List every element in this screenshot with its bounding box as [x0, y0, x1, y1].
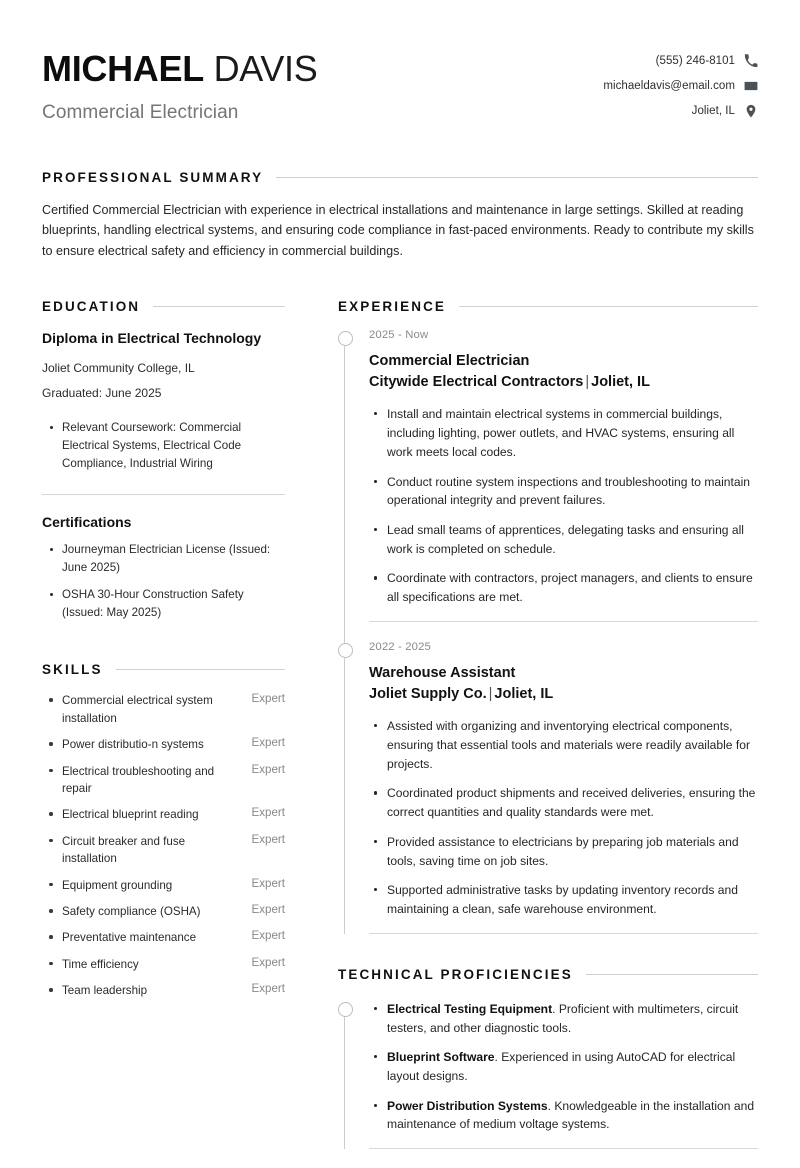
education-school: Joliet Community College, IL [42, 360, 195, 375]
skill-name: Equipment grounding [42, 877, 241, 894]
skill-level: Expert [251, 955, 285, 969]
contact-phone [656, 54, 758, 68]
heading-rule [459, 306, 758, 307]
skill-name: Commercial electrical system installation [42, 692, 241, 727]
entry-date: 2025 - Now [369, 329, 429, 342]
experience-heading-label: EXPERIENCE [338, 299, 447, 315]
technical-proficiencies-section [338, 967, 758, 1149]
entry-role: Commercial Electrician [369, 353, 530, 370]
entry-location: Joliet, IL [591, 374, 650, 391]
list-item [369, 1048, 758, 1085]
contact-location [692, 104, 758, 118]
list-item [42, 929, 285, 946]
tech-term: Electrical Testing Equipment [387, 1001, 553, 1016]
list-item: Conduct routine system inspections and troubleshooting to maintain operational integrity and prevent failures. [369, 473, 758, 510]
technical-heading [338, 967, 758, 982]
skill-level: Expert [251, 903, 285, 916]
resume-body [42, 299, 758, 1168]
entry-separator: | [585, 374, 590, 391]
phone-icon [744, 54, 758, 68]
skill-name: Power distributio-n systems [42, 736, 241, 753]
skill-name: Electrical blueprint reading [42, 806, 241, 823]
heading-rule [586, 974, 758, 975]
list-item [42, 806, 285, 823]
location-icon [744, 104, 758, 118]
skill-name: Circuit breaker and fuse installation [42, 833, 241, 868]
list-item: Journeyman Electrician License (Issued: June 2025) [42, 541, 285, 577]
entry-separator: | [488, 686, 493, 703]
experience-entry [369, 641, 758, 919]
education-heading-label: EDUCATION [42, 299, 141, 315]
tech-description: . Knowledgeable in the installation and maintenance of medium voltage systems. [387, 1098, 755, 1132]
skills-heading [42, 662, 285, 677]
skill-level: Expert [251, 736, 285, 750]
job-title: Commercial Electrician [42, 101, 239, 123]
summary-text: Certified Commercial Electrician with experience in electrical installations and maintenance in large settings. Skilled at reading blueprints, handling electrical systems, and ensuring code compliance in fast-paced environments. Ready to contribute my skills to ensure electrical safety and efficiency in commercial buildings. [42, 202, 754, 258]
full-name [42, 50, 317, 89]
entry-divider [369, 933, 758, 934]
list-item [42, 903, 285, 920]
contact-phone-text: (555) 246-8101 [655, 55, 735, 67]
list-item: Supported administrative tasks by updating inventory records and maintaining a clean, safe warehouse environment. [369, 881, 758, 918]
skill-level: Expert [251, 982, 285, 996]
contact-email [603, 79, 758, 93]
tech-description: . Proficient with multimeters, circuit testers, and other diagnostic tools. [387, 1001, 739, 1035]
entry-company [369, 373, 758, 392]
certifications-section [42, 514, 285, 622]
entry-location: Joliet, IL [494, 686, 554, 703]
technical-list [369, 1000, 758, 1134]
summary-heading-label: PROFESSIONAL SUMMARY [42, 169, 264, 185]
heading-rule [276, 177, 758, 178]
list-item: OSHA 30-Hour Construction Safety (Issued: May 2025) [42, 586, 285, 622]
list-item: Lead small teams of apprentices, delegating tasks and ensuring all work is completed on schedule. [369, 521, 758, 558]
skill-level: Expert [251, 692, 285, 706]
certifications-heading: Certifications [42, 514, 132, 531]
list-item [42, 736, 285, 753]
list-item: Assisted with organizing and inventorying electrical components, ensuring that essential tools and materials were readily available for projects. [369, 717, 758, 773]
entry-divider [369, 621, 758, 622]
contact-list [603, 46, 758, 118]
list-item [42, 956, 285, 973]
skill-name: Team leadership [42, 982, 241, 999]
technical-heading-label: TECHNICAL PROFICIENCIES [338, 966, 573, 982]
list-item [42, 833, 285, 868]
list-item [42, 763, 285, 798]
technical-timeline [338, 1000, 758, 1149]
skill-name: Time efficiency [42, 956, 241, 973]
email-icon [744, 79, 758, 93]
education-graduated: Graduated: June 2025 [42, 385, 162, 400]
heading-rule [153, 306, 285, 307]
entry-company-name: Joliet Supply Co. [369, 686, 487, 703]
last-name: DAVIS [213, 48, 318, 89]
list-item: Coordinated product shipments and received deliveries, ensuring the correct quantities and quality standards were met. [369, 784, 758, 821]
education-degree: Diploma in Electrical Technology [42, 330, 262, 347]
skill-name: Safety compliance (OSHA) [42, 903, 241, 920]
tech-term: Blueprint Software [387, 1050, 495, 1065]
list-item [369, 1000, 758, 1037]
certifications-list [42, 541, 285, 622]
left-divider [42, 494, 285, 495]
skills-section [42, 662, 285, 999]
entry-bullets [369, 405, 758, 607]
experience-heading [338, 299, 758, 314]
skill-level: Expert [251, 832, 285, 846]
list-item [369, 1097, 758, 1134]
list-item [42, 692, 285, 727]
skill-level: Expert [251, 929, 285, 943]
contact-email-text: michaeldavis@email.com [603, 80, 735, 92]
skill-level: Expert [251, 762, 285, 776]
experience-timeline [338, 329, 758, 934]
skill-level: Expert [251, 876, 285, 890]
education-coursework-list [42, 419, 285, 473]
left-column [42, 299, 285, 1009]
experience-entry [369, 329, 758, 607]
list-item: Install and maintain electrical systems in commercial buildings, including lighting, power outlets, and HVAC systems, ensuring all work meets local codes. [369, 405, 758, 461]
heading-rule [116, 669, 285, 670]
entry-company-name: Citywide Electrical Contractors [369, 374, 584, 391]
skill-name: Preventative maintenance [42, 929, 241, 946]
tech-description: . Experienced in using AutoCAD for electrical layout designs. [387, 1050, 736, 1083]
right-column [338, 299, 758, 1168]
entry-company [369, 685, 758, 704]
education-heading [42, 299, 285, 314]
list-item [42, 877, 285, 894]
skill-name: Electrical troubleshooting and repair [42, 763, 241, 798]
summary-heading [42, 170, 758, 185]
entry-divider [369, 1148, 758, 1149]
professional-summary-section [42, 170, 758, 261]
entry-role: Warehouse Assistant [369, 664, 516, 681]
skills-heading-label: SKILLS [42, 662, 103, 678]
list-item: Provided assistance to electricians by preparing job materials and tools, saving time on job sites. [369, 833, 758, 870]
skills-list [42, 692, 285, 999]
experience-section [338, 299, 758, 934]
list-item: Coordinate with contractors, project managers, and clients to ensure all specifications are met. [369, 569, 758, 606]
resume-header [42, 38, 758, 124]
tech-term: Power Distribution Systems [387, 1098, 548, 1113]
list-item [42, 982, 285, 999]
contact-location-text: Joliet, IL [691, 105, 735, 117]
technical-entry [369, 1000, 758, 1134]
entry-bullets [369, 717, 758, 919]
entry-date: 2022 - 2025 [369, 640, 431, 653]
identity-block [42, 46, 317, 124]
first-name: MICHAEL [42, 48, 204, 89]
education-section [42, 299, 285, 473]
list-item: Relevant Coursework: Commercial Electrical Systems, Electrical Code Compliance, Industrial Wiring [42, 419, 285, 473]
skill-level: Expert [251, 806, 285, 820]
